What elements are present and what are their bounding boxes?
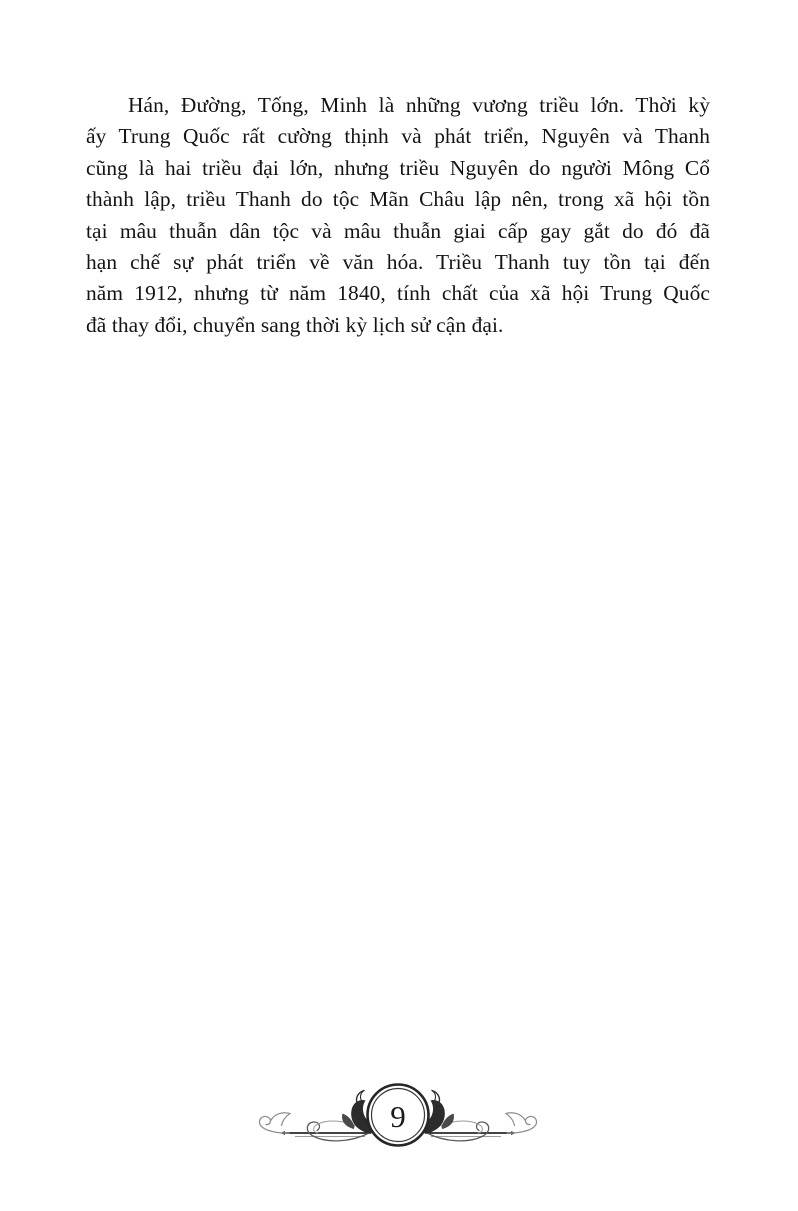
paragraph-line: cũng là hai triều đại lớn, nhưng triều Nguyên do người Mông Cổ xyxy=(86,155,710,180)
page-number: 9 xyxy=(390,1098,406,1134)
paragraph-line: thành lập, triều Thanh do tộc Mãn Châu lập nên, trong xã hội tồn xyxy=(86,187,710,212)
paragraph-line: Hán, Đường, Tống, Minh là những vương triều lớn. Thời kỳ xyxy=(128,93,710,117)
paragraph-line: hạn chế sự phát triển về văn hóa. Triều Thanh tuy tồn tại đến xyxy=(86,250,710,275)
footer-ornament xyxy=(253,1076,543,1152)
paragraph-line: tại mâu thuẫn dân tộc và mâu thuẫn giai cấp gay gắt do đó đã xyxy=(86,218,710,243)
body-paragraph xyxy=(86,90,710,341)
paragraph-line: năm 1912, nhưng từ năm 1840, tính chất của xã hội Trung Quốc xyxy=(86,281,710,306)
paragraph-line: đã thay đổi, chuyển sang thời kỳ lịch sử cận đại. xyxy=(86,312,504,337)
paragraph-line: ấy Trung Quốc rất cường thịnh và phát triển, Nguyên và Thanh xyxy=(86,124,710,149)
